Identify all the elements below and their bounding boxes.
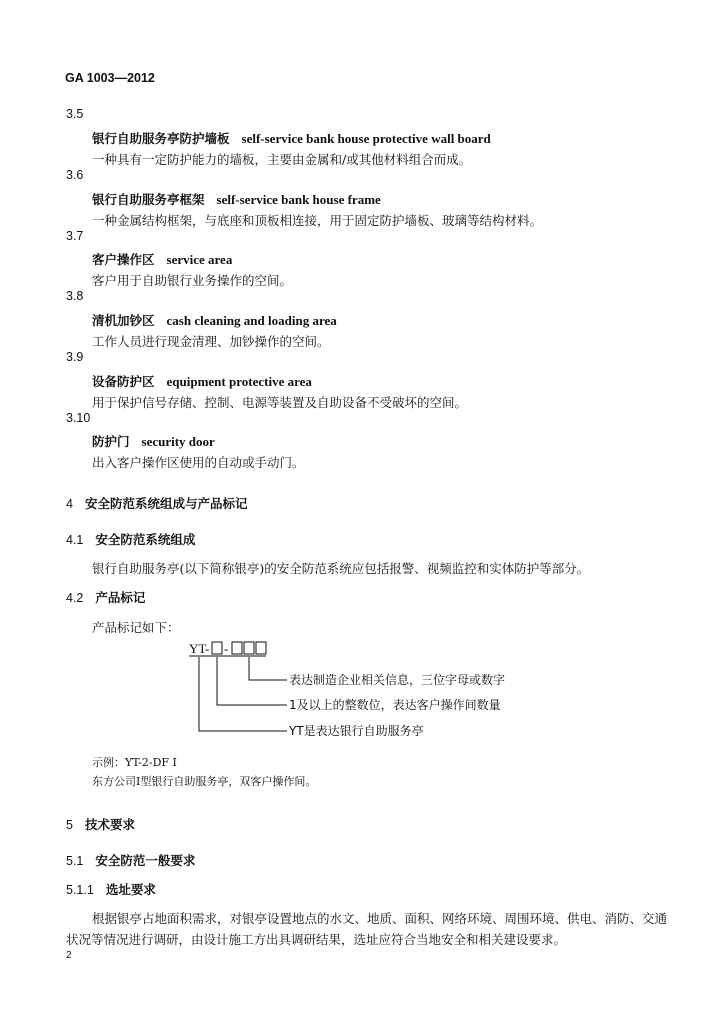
standard-header: GA 1003—2012 (65, 71, 155, 85)
label-yt-meaning: YT是表达银行自助服务亭 (289, 724, 424, 738)
term-definition: 一种具有一定防护能力的墙板，主要由金属和/或其他材料组合而成。 (92, 152, 472, 167)
leader-count (217, 657, 287, 705)
section-title: 安全防范一般要求 (95, 853, 196, 868)
term-en: equipment protective area (166, 374, 312, 389)
section-heading (66, 494, 247, 512)
term-zh: 防护门 (92, 434, 130, 449)
section-title: 产品标记 (95, 590, 146, 605)
term-title (92, 311, 337, 329)
leader-prefix (199, 657, 287, 731)
term-zh: 清机加钞区 (92, 313, 155, 328)
marking-box-company-3 (256, 642, 266, 654)
term-title (92, 190, 381, 208)
section-title: 选址要求 (105, 882, 156, 897)
paragraph-line: 根据银亭占地面积需求，对银亭设置地点的水文、地质、面积、网络环境、周围环境、供电、消防、交通 (92, 911, 668, 926)
marking-box-count (212, 642, 222, 654)
section-title: 安全防范系统组成与产品标记 (84, 496, 248, 511)
page-number: 2 (66, 950, 72, 961)
term-title (92, 250, 232, 268)
section-number: 5 (66, 818, 73, 832)
term-en: self-service bank house protective wall board (241, 131, 491, 146)
marking-dash: - (224, 641, 229, 656)
subsubsection-heading (66, 880, 156, 898)
section-title: 技术要求 (84, 817, 135, 832)
term-definition: 一种金属结构框架，与底座和顶板相连接，用于固定防护墙板、玻璃等结构材料。 (92, 213, 543, 228)
term-zh: 设备防护区 (92, 374, 155, 389)
marking-box-company-1 (232, 642, 242, 654)
label-room-count: 1及以上的整数位，表达客户操作间数量 (289, 698, 501, 712)
term-number: 3.5 (66, 107, 84, 121)
term-en: service area (166, 252, 233, 267)
section-title: 安全防范系统组成 (95, 532, 196, 547)
term-number: 3.10 (66, 411, 91, 425)
term-definition: 用于保护信号存储、控制、电源等装置及自助设备不受破坏的空间。 (92, 395, 468, 410)
marking-prefix: YT- (189, 641, 210, 656)
subsection-heading (66, 530, 195, 548)
term-number: 3.8 (66, 289, 84, 303)
term-number: 3.9 (66, 350, 84, 364)
marking-box-company-2 (244, 642, 254, 654)
subsection-heading (66, 588, 145, 606)
section-heading (66, 815, 135, 833)
label-company-info: 表达制造企业相关信息，三位字母或数字 (289, 673, 506, 687)
section-number: 5.1 (66, 854, 84, 868)
term-zh: 银行自助服务亭框架 (92, 192, 205, 207)
term-number: 3.6 (66, 168, 84, 182)
example-note: 东方公司Ⅰ型银行自助服务亭，双客户操作间。 (92, 775, 317, 788)
paragraph: 产品标记如下： (92, 620, 180, 635)
section-number: 5.1.1 (66, 883, 94, 897)
term-definition: 工作人员进行现金清理、加钞操作的空间。 (92, 334, 330, 349)
term-en: cash cleaning and loading area (166, 313, 337, 328)
paragraph: 银行自助服务亭(以下简称银亭)的安全防范系统应包括报警、视频监控和实体防护等部分。 (92, 561, 590, 576)
paragraph-line: 状况等情况进行调研，由设计施工方出具调研结果，选址应符合当地安全和相关建设要求。 (66, 932, 567, 947)
term-definition: 客户用于自助银行业务操作的空间。 (92, 273, 293, 288)
term-title (92, 432, 215, 450)
section-number: 4.2 (66, 591, 84, 605)
term-en: security door (141, 434, 215, 449)
term-en: self-service bank house frame (216, 192, 381, 207)
term-title (92, 372, 312, 390)
term-zh: 客户操作区 (92, 252, 155, 267)
section-number: 4 (66, 497, 73, 511)
subsection-heading (66, 851, 195, 869)
term-zh: 银行自助服务亭防护墙板 (92, 131, 230, 146)
term-title (92, 129, 491, 147)
term-definition: 出入客户操作区使用的自动或手动门。 (92, 455, 305, 470)
example-label: 示例：YT-2-DF Ⅰ (92, 756, 177, 769)
leader-company (249, 657, 287, 680)
section-number: 4.1 (66, 533, 84, 547)
term-number: 3.7 (66, 229, 84, 243)
